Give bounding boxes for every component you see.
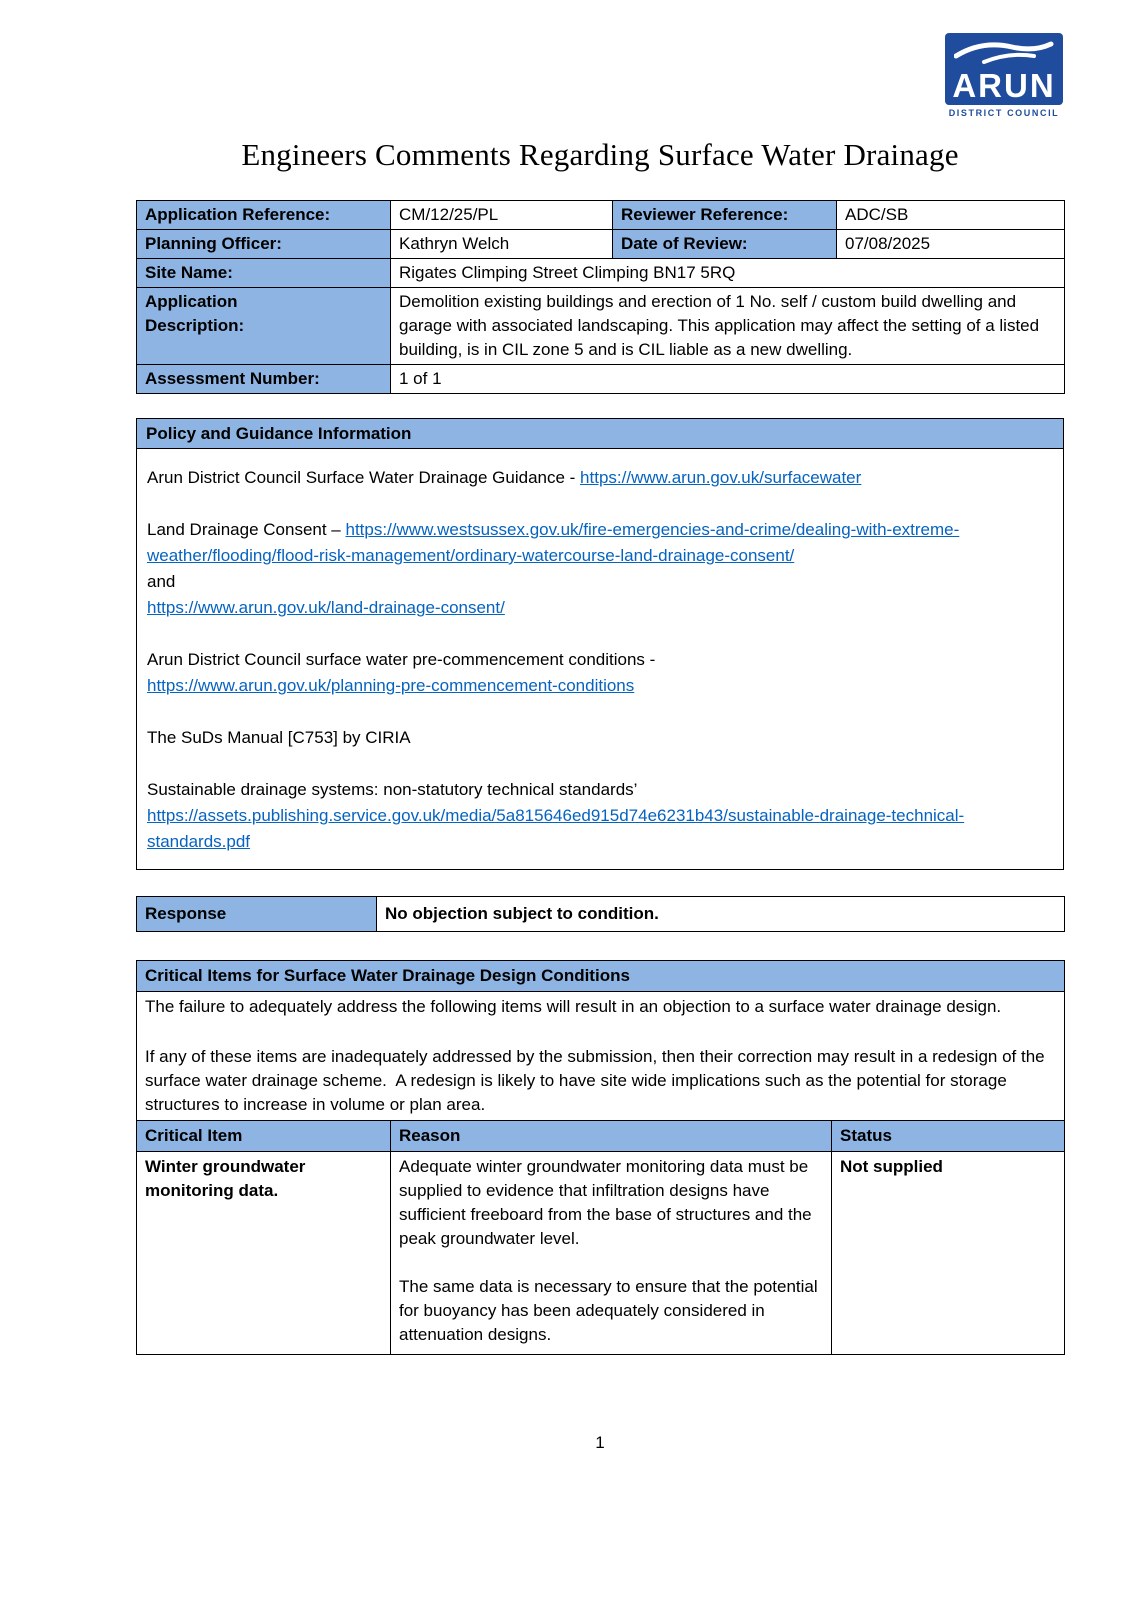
critical-items-table	[136, 960, 1065, 1355]
arun-logo-caption: DISTRICT COUNCIL	[948, 108, 1060, 118]
land-drainage-and-text: and	[147, 572, 176, 591]
table-row	[137, 230, 1065, 259]
site-name-label: Site Name:	[137, 259, 391, 288]
application-description-label	[137, 288, 391, 365]
column-header-reason: Reason	[391, 1121, 832, 1152]
table-row	[137, 1152, 1065, 1355]
policy-guidance-paragraph	[147, 465, 1053, 491]
date-of-review-label: Date of Review:	[613, 230, 837, 259]
critical-intro-paragraph-1: The failure to adequately address the following items will result in an objection to a surface water drainage design.	[145, 997, 1002, 1016]
date-of-review-value: 07/08/2025	[837, 230, 1065, 259]
reviewer-reference-label: Reviewer Reference:	[613, 201, 837, 230]
technical-standards-text: Sustainable drainage systems: non-statutory technical standards’	[147, 780, 638, 799]
pre-commencement-paragraph	[147, 647, 1053, 699]
arun-logo	[945, 33, 1063, 118]
column-header-status: Status	[832, 1121, 1065, 1152]
planning-officer-value: Kathryn Welch	[391, 230, 613, 259]
table-row	[137, 365, 1065, 394]
arun-land-drainage-link[interactable]: https://www.arun.gov.uk/land-drainage-consent/	[147, 598, 505, 617]
table-row	[137, 897, 1065, 932]
policy-section-header: Policy and Guidance Information	[137, 419, 1063, 449]
critical-item-cell	[137, 1152, 391, 1355]
response-label: Response	[137, 897, 377, 932]
wave-bird-icon	[954, 37, 1054, 70]
table-row	[137, 288, 1065, 365]
site-name-value: Rigates Climping Street Climping BN17 5RQ	[391, 259, 1065, 288]
land-drainage-paragraph	[147, 517, 1053, 621]
westsussex-land-drainage-link[interactable]: https://www.westsussex.gov.uk/fire-emergencies-and-crime/dealing-with-extreme-weather/flooding/flood-risk-management/ordinary-watercourse-land-drainage-consent/	[147, 520, 960, 565]
arun-logo-text: ARUN	[952, 67, 1056, 104]
pre-commencement-conditions-link[interactable]: https://www.arun.gov.uk/planning-pre-commencement-conditions	[147, 676, 635, 695]
column-header-critical-item: Critical Item	[137, 1121, 391, 1152]
table-row	[137, 201, 1065, 230]
arun-logo-box	[945, 33, 1063, 105]
application-description-value: Demolition existing buildings and erection of 1 No. self / custom build dwelling and garage with associated landscaping. This application may affect the setting of a listed building, is in CIL zone 5 and is CIL liable as a new dwelling.	[391, 288, 1065, 365]
table-row	[137, 992, 1065, 1121]
critical-section-header: Critical Items for Surface Water Drainage Design Conditions	[137, 961, 1065, 992]
response-value: No objection subject to condition.	[377, 897, 1065, 932]
critical-section-intro	[137, 992, 1065, 1121]
reason-paragraph-2: The same data is necessary to ensure that the potential for buoyancy has been adequately considered in attenuation designs.	[399, 1277, 818, 1344]
surfacewater-link[interactable]: https://www.arun.gov.uk/surfacewater	[580, 468, 862, 487]
application-reference-value: CM/12/25/PL	[391, 201, 613, 230]
reason-paragraph-1: Adequate winter groundwater monitoring data must be supplied to evidence that infiltration designs have sufficient freeboard from the base of structures and the peak groundwater level.	[399, 1157, 812, 1248]
reason-cell	[391, 1152, 832, 1355]
application-info-table	[136, 200, 1065, 394]
planning-officer-label: Planning Officer:	[137, 230, 391, 259]
table-header-row	[137, 1121, 1065, 1152]
policy-section-body	[137, 449, 1063, 869]
page-number: 1	[595, 1433, 605, 1452]
technical-standards-link[interactable]: https://assets.publishing.service.gov.uk/media/5a815646ed915d74e6231b43/sustainable-drainage-technical-standards.pdf	[147, 806, 965, 851]
reviewer-reference-value: ADC/SB	[837, 201, 1065, 230]
assessment-number-value: 1 of 1	[391, 365, 1065, 394]
critical-intro-paragraph-2: If any of these items are inadequately addressed by the submission, then their correction may result in a redesign of the surface water drainage scheme. A redesign is likely to have site wide implications such as the potential for storage structures to increase in volume or plan area.	[145, 1047, 1050, 1114]
suds-manual-paragraph: The SuDs Manual [C753] by CIRIA	[147, 728, 411, 747]
application-description-label-text: Application Description:	[145, 292, 245, 335]
policy-section	[136, 418, 1064, 870]
response-table	[136, 896, 1065, 932]
policy-guidance-text: Arun District Council Surface Water Drainage Guidance -	[147, 468, 581, 487]
critical-item-text: Winter groundwater monitoring data.	[145, 1157, 306, 1200]
pre-commencement-text: Arun District Council surface water pre-commencement conditions -	[147, 650, 656, 669]
page-title: Engineers Comments Regarding Surface Water Drainage	[241, 137, 959, 172]
technical-standards-paragraph	[147, 777, 1053, 855]
status-cell: Not supplied	[832, 1152, 1065, 1355]
table-row	[137, 961, 1065, 992]
table-row	[137, 259, 1065, 288]
assessment-number-label: Assessment Number:	[137, 365, 391, 394]
application-reference-label: Application Reference:	[137, 201, 391, 230]
land-drainage-text: Land Drainage Consent –	[147, 520, 346, 539]
